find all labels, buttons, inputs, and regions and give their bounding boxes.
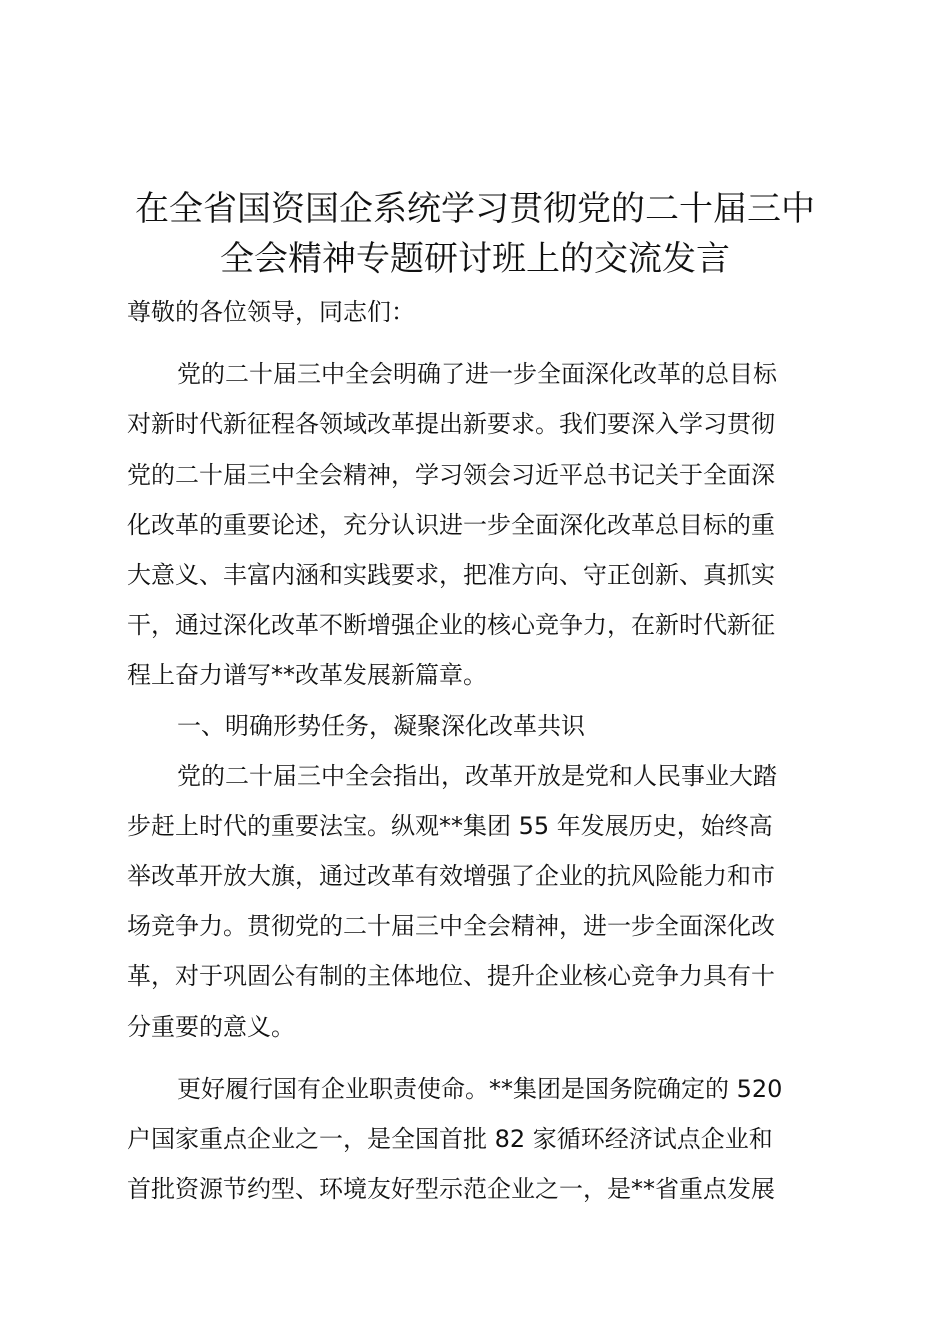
paragraph-line: 分重要的意义。 [127,1012,295,1041]
paragraph-line: 场竞争力。贯彻党的二十届三中全会精神，进一步全面深化改 [127,912,775,941]
paragraph-line: 户国家重点企业之一，是全国首批 82 家循环经济试点企业和 [127,1125,773,1153]
title-line: 在全省国资国企系统学习贯彻党的二十届三中 [135,189,815,229]
section-heading: 一、明确形势任务，凝聚深化改革共识 [177,711,585,740]
paragraph-line: 首批资源节约型、环境友好型示范企业之一，是**省重点发展 [127,1175,775,1204]
paragraph-line: 举改革开放大旗，通过改革有效增强了企业的抗风险能力和市 [127,862,775,891]
paragraph-line: 步赶上时代的重要法宝。纵观**集团 55 年发展历史，始终高 [127,811,773,840]
paragraph-line: 干，通过深化改革不断增强企业的核心竞争力，在新时代新征 [127,611,775,640]
paragraph-line: 对新时代新征程各领域改革提出新要求。我们要深入学习贯彻 [127,410,775,439]
section1-paragraph-2 [127,1064,837,1215]
salutation: 尊敬的各位领导，同志们： [127,298,415,326]
document-title [110,184,840,284]
paragraph-line: 大意义、丰富内涵和实践要求，把准方向、守正创新、真抓实 [127,560,775,589]
paragraph-line: 化改革的重要论述，充分认识进一步全面深化改革总目标的重 [127,510,775,539]
intro-paragraph [127,349,837,700]
paragraph-line: 党的二十届三中全会指出，改革开放是党和人民事业大踏 [177,761,777,790]
paragraph-line: 革，对于巩固公有制的主体地位、提升企业核心竞争力具有十 [127,962,775,991]
paragraph-line: 党的二十届三中全会明确了进一步全面深化改革的总目标 [177,360,777,389]
paragraph-line: 更好履行国有企业职责使命。**集团是国务院确定的 520 [177,1074,783,1103]
section1-paragraph [127,751,837,1052]
paragraph-line: 程上奋力谱写**改革发展新篇章。 [127,661,487,690]
document-body [127,287,837,1214]
paragraph-line: 党的二十届三中全会精神，学习领会习近平总书记关于全面深 [127,460,775,489]
title-line: 全会精神专题研讨班上的交流发言 [220,239,730,279]
